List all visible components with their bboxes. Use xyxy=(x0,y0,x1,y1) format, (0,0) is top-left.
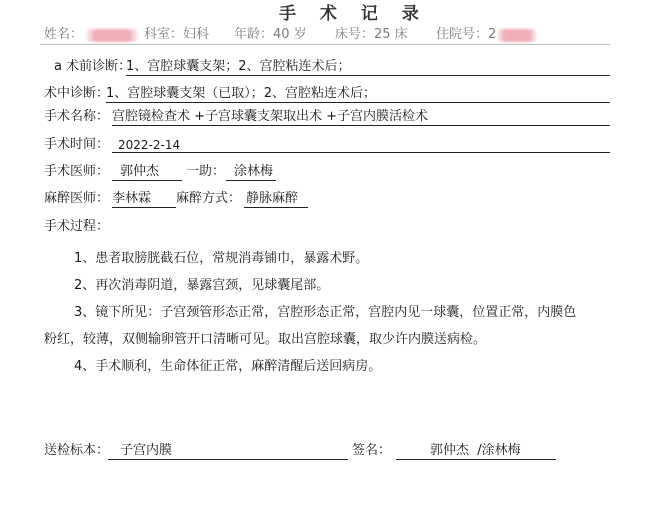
intraop-diagnosis-line xyxy=(106,102,610,103)
preop-diagnosis-value: 1、宫腔球囊支架；2、宫腔粘连术后； xyxy=(126,59,351,74)
specimen-label: 送检标本： xyxy=(44,443,110,458)
signature-label: 签名： xyxy=(352,443,392,458)
anesthetist-line xyxy=(112,207,176,208)
procedure-step: 2、再次消毒阴道，暴露宫颈，见球囊尾部。 xyxy=(74,278,330,293)
surgeon-name: 郭仲杰 xyxy=(120,164,160,179)
signature-line xyxy=(396,459,556,460)
header-divider xyxy=(40,44,610,45)
operation-name-label: 手术名称： xyxy=(44,109,110,124)
patient-name-label: 姓名： xyxy=(44,27,84,42)
preop-diagnosis-label: a 术前诊断： xyxy=(54,59,132,74)
signature-value: 郭仲杰 /涂林梅 xyxy=(430,443,521,458)
anesthesia-method-label: 麻醉方式： xyxy=(176,191,242,206)
operation-time-line xyxy=(112,152,610,153)
redacted-admission-number xyxy=(496,29,538,42)
department: 科室：妇科 xyxy=(144,27,210,42)
assistant-name: 涂林梅 xyxy=(234,164,274,179)
operation-name-line xyxy=(112,125,610,126)
patient-age: 年龄：40 岁 xyxy=(234,27,307,42)
intraop-diagnosis-label: 术中诊断： xyxy=(44,86,110,101)
redacted-name xyxy=(84,29,140,42)
specimen-line xyxy=(108,459,348,460)
procedure-step-continuation: 粉红，较薄，双侧输卵管开口清晰可见。取出宫腔球囊，取少许内膜送病检。 xyxy=(44,332,487,347)
intraop-diagnosis-value: 1、宫腔球囊支架（已取）；2、宫腔粘连术后； xyxy=(106,86,377,101)
assistant-label: 一助： xyxy=(186,164,226,179)
procedure-step: 1、患者取膀胱截石位，常规消毒铺巾，暴露术野。 xyxy=(74,251,369,266)
surgeon-label: 手术医师： xyxy=(44,164,110,179)
anesthetist-label: 麻醉医师： xyxy=(44,191,110,206)
procedure-step: 4、手术顺利，生命体征正常，麻醉清醒后送回病房。 xyxy=(74,359,382,374)
surgeon-line xyxy=(112,180,182,181)
anesthesia-method-line xyxy=(244,207,308,208)
procedure-step: 3、镜下所见：子宫颈管形态正常，宫腔形态正常，宫腔内见一球囊，位置正常，内膜色 xyxy=(74,305,577,320)
document-title: 手 术 记 录 xyxy=(279,4,428,24)
admission-number-label: 住院号：2 xyxy=(436,27,497,42)
operation-time-value: 2022-2-14 xyxy=(118,138,181,152)
operation-time-label: 手术时间： xyxy=(44,137,110,152)
operation-name-value: 宫腔镜检查术 +子宫球囊支架取出术 +子宫内膜活检术 xyxy=(112,109,429,124)
anesthesia-method-value: 静脉麻醉 xyxy=(246,191,299,206)
specimen-value: 子宫内膜 xyxy=(120,443,173,458)
preop-diagnosis-line xyxy=(126,75,610,76)
bed-number: 床号：25 床 xyxy=(335,27,408,42)
assistant-line xyxy=(226,180,276,181)
procedure-label: 手术过程： xyxy=(44,219,110,234)
anesthetist-name: 李林霖 xyxy=(112,191,152,206)
